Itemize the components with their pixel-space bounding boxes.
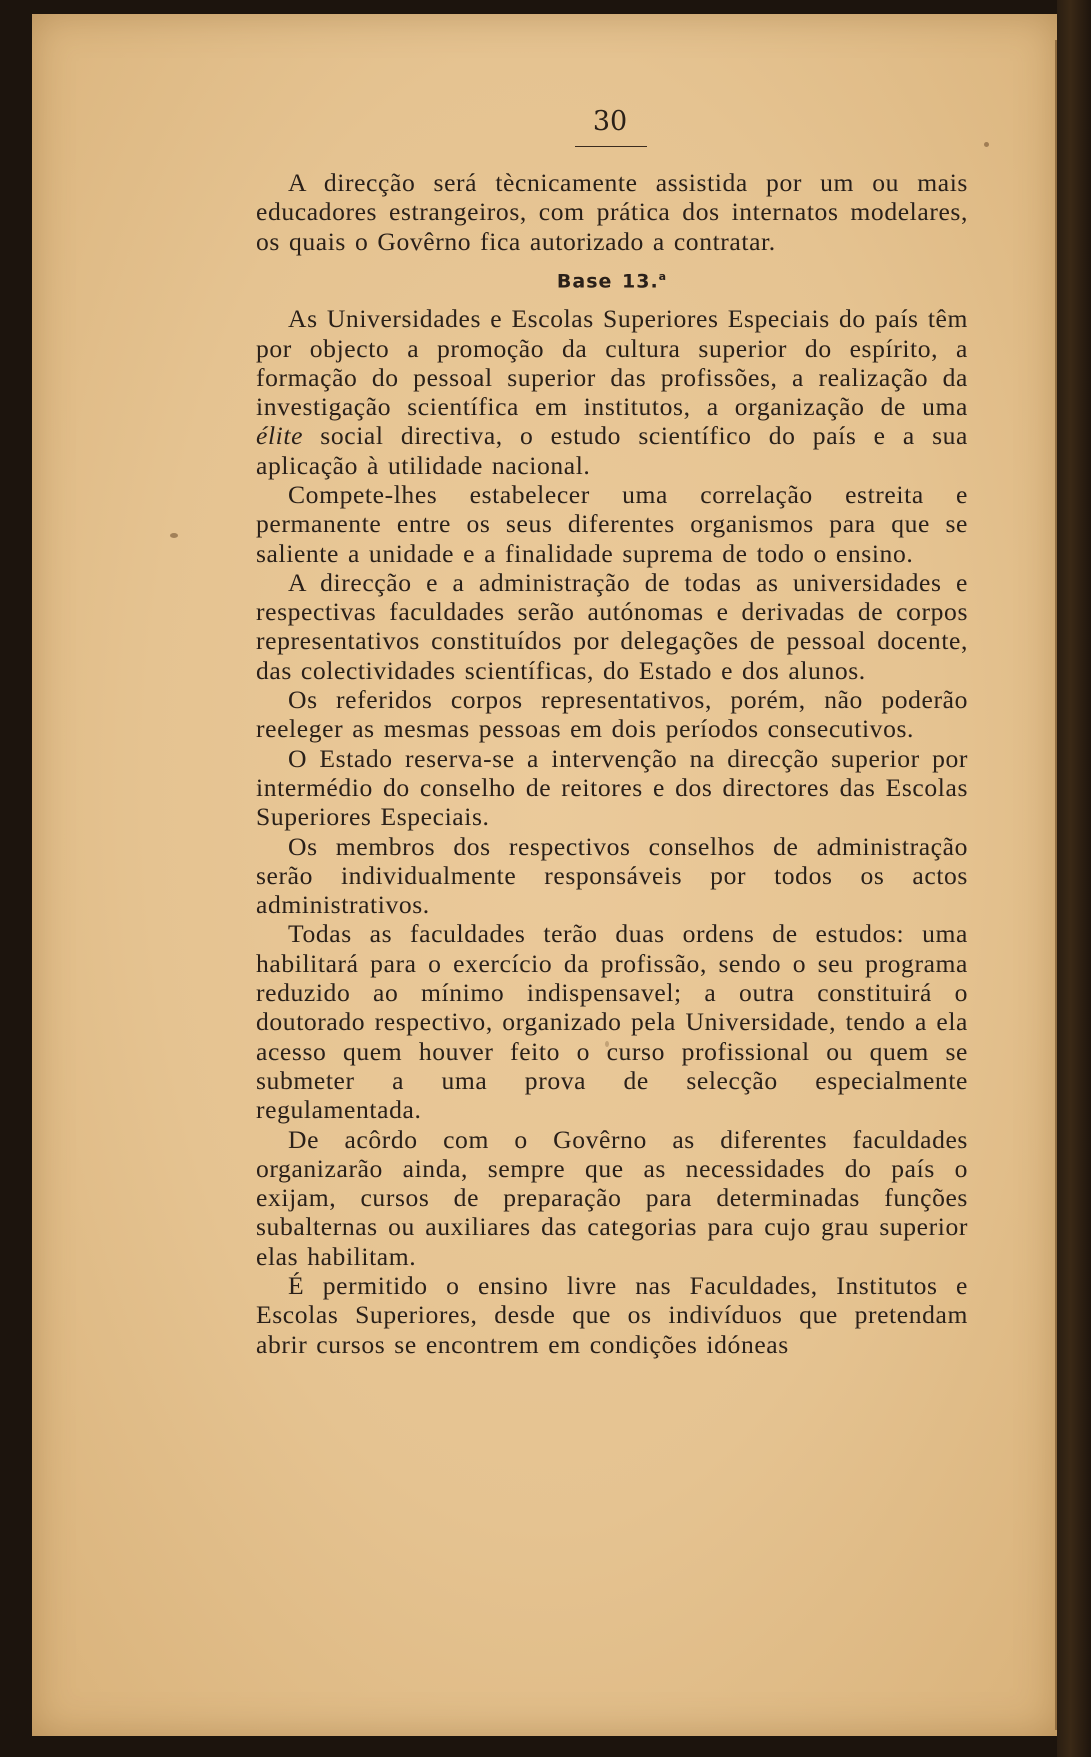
page-edge-shadow (1057, 0, 1091, 1757)
paragraph: É permitido o ensino livre nas Faculdades, Institutos e Escolas Superiores, desde que os indivíduos que pretendam abrir cursos se encontrem em condições idóneas (256, 1271, 968, 1359)
paragraph: A direcção será tècnicamente assistida por um ou mais educadores estrangeiros, com prática dos internatos modelares, os quais o Govêrno fica autorizado a contratar. (256, 168, 968, 256)
paragraph: Todas as faculdades terão duas ordens de estudos: uma habilitará para o exercício da profissão, sendo o seu programa reduzido ao mínimo indispensavel; a outra constituirá o doutorado respectivo, organizado pela Universidade, tendo a ela acesso quem houver feito o curso profissional ou quem se submeter a uma prova de selecção especialmente regulamentada. (256, 919, 968, 1125)
body-text (256, 168, 968, 1359)
paragraph: Os membros dos respectivos conselhos de administração serão individualmente responsáveis por todos os actos administrativos. (256, 831, 968, 920)
page-number: 30 (592, 106, 628, 137)
paper-speck (170, 533, 178, 538)
paragraph-text: As Universidades e Escolas Superiores Especiais do país têm por objecto a promoção da cultura superior do espírito, a formação do pessoal superior das profissões, a realização da investigação scientífica em institutos, a organização de uma (256, 304, 968, 422)
paragraph: De acôrdo com o Govêrno as diferentes faculdades organizarão ainda, sempre que as necessidades do país o exijam, cursos de preparação para determinadas funções subalternas ou auxiliares das categorias para cujo grau superior elas habilitam. (256, 1124, 968, 1271)
italic-term: élite (256, 421, 304, 451)
paragraph: Compete-lhes estabelecer uma correlação estreita e permanente entre os seus diferentes organismos para que se saliente a unidade e a finalidade suprema de todo o ensino. (256, 480, 968, 568)
heading-text: Base 13. (556, 270, 659, 293)
paragraph-text: social directiva, o estudo scientífico do país e a sua aplicação à utilidade nacional. (256, 421, 968, 480)
paragraph: A direcção e a administração de todas as universidades e respectivas faculdades serão autónomas e derivadas de corpos representativos constituídos por delegações de pessoal docente, das colectividades scientíficas, do Estado e dos alunos. (256, 567, 968, 685)
paragraph: O Estado reserva-se a intervenção na direcção superior por intermédio do conselho de reitores e dos directores das Escolas Superiores Especiais. (256, 743, 968, 832)
page-number-rule (575, 146, 647, 147)
paragraph: Os referidos corpos representativos, porém, não poderão reeleger as mesmas pessoas em dois períodos consecutivos. (256, 685, 968, 744)
section-heading (256, 260, 968, 298)
heading-ordinal: a (658, 269, 668, 283)
paper-speck (984, 142, 989, 147)
paragraph (256, 304, 968, 480)
